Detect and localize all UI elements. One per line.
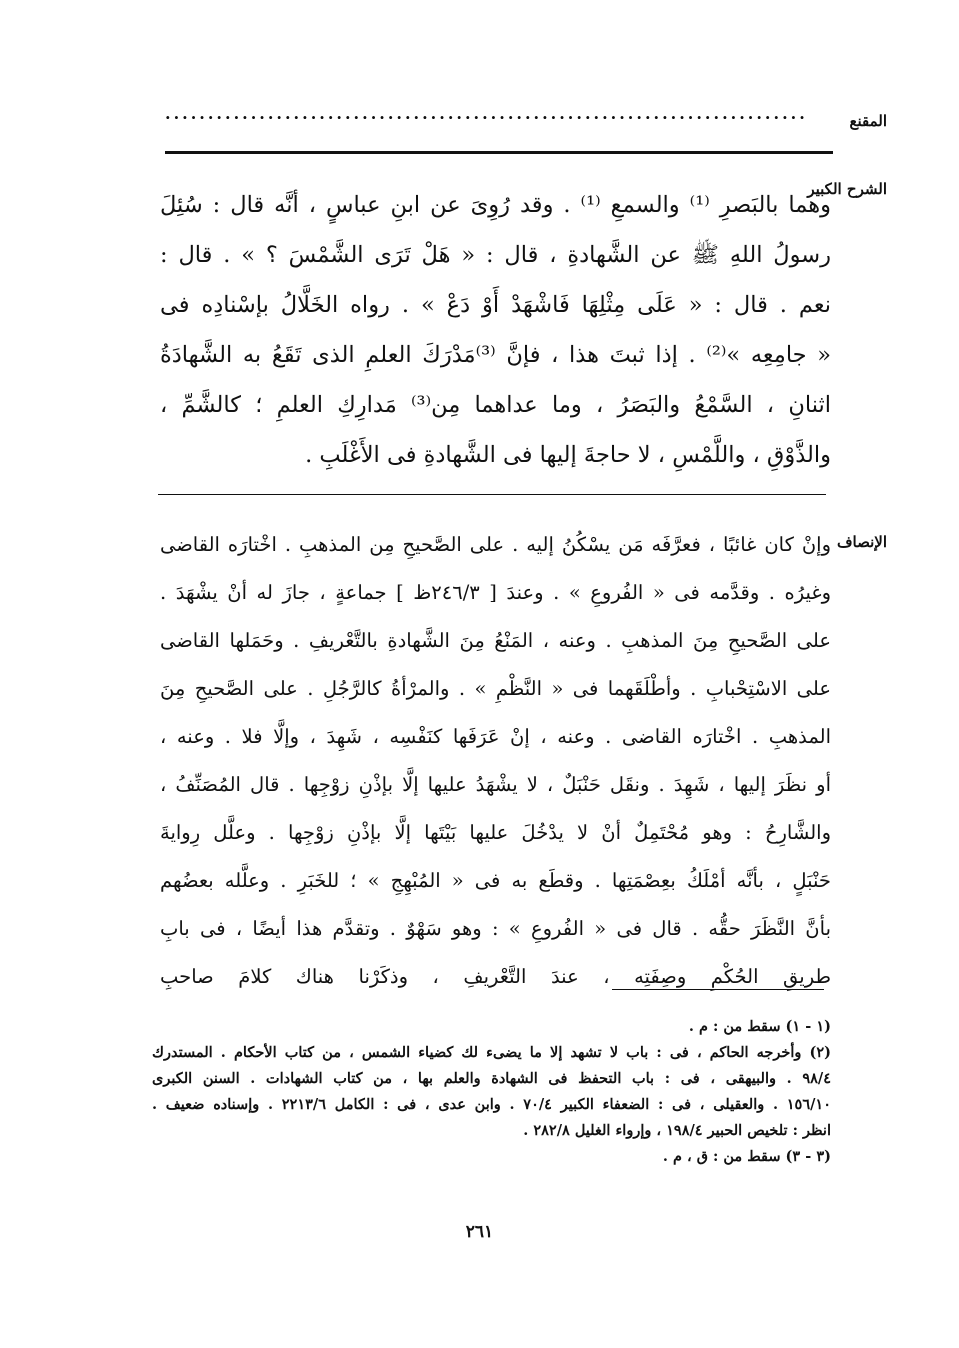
- insaf-line: وإنْ كان غائبًا ، فعرَّفَه مَن يسْكُنُ إليه . على الصَّحيحِ مِن المذهبِ . اخْتارَه القاضى: [160, 533, 831, 556]
- footnote-line: (١ - ١) سقط من : م .: [688, 1018, 831, 1035]
- insaf-line: على الصَّحيحِ مِنَ المذهبِ . وعنه ، المَنْعُ مِنَ الشَّهادةِ بالتَّعْريفِ . وحَمَلها القاضى: [160, 629, 831, 652]
- footnote-line: (٣ - ٣) سقط من : ق ، م .: [662, 1148, 831, 1165]
- insaf-line: والشَّارِحُ : وهو مُحْتَمِلٌ أنْ لا يدْخُلَ عليها بَيْتَها إلَّا بإذْنِ زوْجِها . وعلَّل رِوايةَ: [160, 821, 831, 844]
- insaf-line: بأنَّ النَّظَرَ حقُّه . قال فى « الفُروعِ » : وهو سَهْوٌ . وتقدَّم هذا أيضًا ، فى بابِ: [160, 917, 831, 940]
- header-rule: [165, 151, 833, 154]
- sharh-text-block: [160, 180, 831, 480]
- sharh-line: وهما بالبَصرِ ⁽¹⁾ والسمعِ ⁽¹⁾ . وقد رُوِىَ عن ابنِ عباسٍ ، أنَّه قال : سُئِلَ: [160, 192, 831, 218]
- sharh-line: والذَّوْقِ ، واللَّمْسِ ، لا حاجةَ إليها فى الشَّهادةِ فى الأَغْلَبِ .: [305, 442, 831, 468]
- footnote-line: ٩٨/٤ . والبيهقى ، فى : باب التحفظ فى الشهادة والعلم بها ، من كتاب الشهادات . السنن الكبرى: [152, 1070, 831, 1087]
- insaf-line: على الاسْتِحْبابِ . وأطْلَقَهما فى « النَّظْمِ » . والمرْأةُ كالرَّجُلِ . على الصَّحيحِ مِنَ: [160, 677, 831, 700]
- sharh-margin-label: الشرح الكبير: [807, 180, 887, 198]
- sharh-line: اثنانِ ، السَّمْعُ والبَصَرُ ، وما عداهما مِن⁽³⁾ مَدارِكِ العلمِ ؛ كالشَّمِّ ،: [160, 392, 831, 418]
- insaf-line: وغيرُه . وقدَّمه فى « الفُروعِ » . وعندَ [ ٢٤٦/٣ظ ] جماعةٍ ، جازَ له أنْ يشْهَدَ .: [160, 581, 831, 604]
- sharh-line: نعم . قال : « عَلَى مِثْلِهَا فَاشْهَدْ أَوْ دَعْ » . رواه الخَلَّالُ بإسْنادِه فى: [160, 292, 831, 318]
- footnote-separator: [612, 989, 824, 990]
- insaf-margin-label: الإنصاف: [836, 533, 887, 551]
- footnotes-block: [152, 1014, 831, 1170]
- footnote-line: (٢) وأخرجه الحاكم ، فى : باب لا تشهد إلا ما يضىء لك كضياء الشمس ، من كتاب الأحكام . المستدرك: [152, 1044, 831, 1061]
- header-dotted-leader: ...........................................................................: [165, 104, 808, 123]
- insaf-line: حَنْبَلٍ ، بأنَّه أمْلَكُ بعِصْمَتِها . وقطَع به فى « المُبْهِجِ » ؛ للخَبَرِ . وعلَّله بعضُهم: [160, 869, 831, 892]
- sharh-line: « جامِعِه »⁽²⁾ . إذا ثبتَ هذا ، فإنَّ ⁽³⁾مَدْرَكَ العلمِ الذى تَقَعُ به الشَّهادَةُ: [160, 342, 831, 368]
- insaf-text-block: [160, 521, 831, 1001]
- insaf-line: أو نظَرَ إليها ، شَهِدَ . ونقَل حَنْبَلٌ ، لا يشْهَدُ عليها إلَّا بإذْنِ زوْجِها . قال المُصَنِّفُ ،: [160, 773, 831, 796]
- footnote-line: ١٥٦/١٠ . والعقيلى ، فى : الضعفاء الكبير ٧٠/٤ . وابن عدى ، فى : الكامل ٢٢١٣/٦ . وإسناده ضعيف .: [152, 1096, 831, 1113]
- book-title: المقنع: [849, 112, 887, 130]
- footnote-line: انظر : تلخيص الحبير ١٩٨/٤ ، وإرواء الغليل ٢٨٢/٨ .: [523, 1122, 831, 1139]
- insaf-line: المذهبِ . اخْتارَه القاضى . وعنه ، إنْ عَرَفَها كنَفْسِه ، شَهِدَ ، وإلَّا فلا . وعنه ،: [160, 725, 831, 748]
- sharh-line: رسولُ اللهِ ﷺ عن الشَّهادةِ ، قال : « هَلْ تَرَى الشَّمْسَ ؟ » . قال :: [160, 242, 831, 268]
- insaf-line: طريقِ الحُكْمِ وصِفَتِه ، عندَ التَّعْريفِ ، وذكَرْنا هناك كلامَ صاحبِ: [160, 965, 831, 988]
- section-divider: [158, 494, 826, 495]
- page-number: ٢٦١: [465, 1222, 494, 1242]
